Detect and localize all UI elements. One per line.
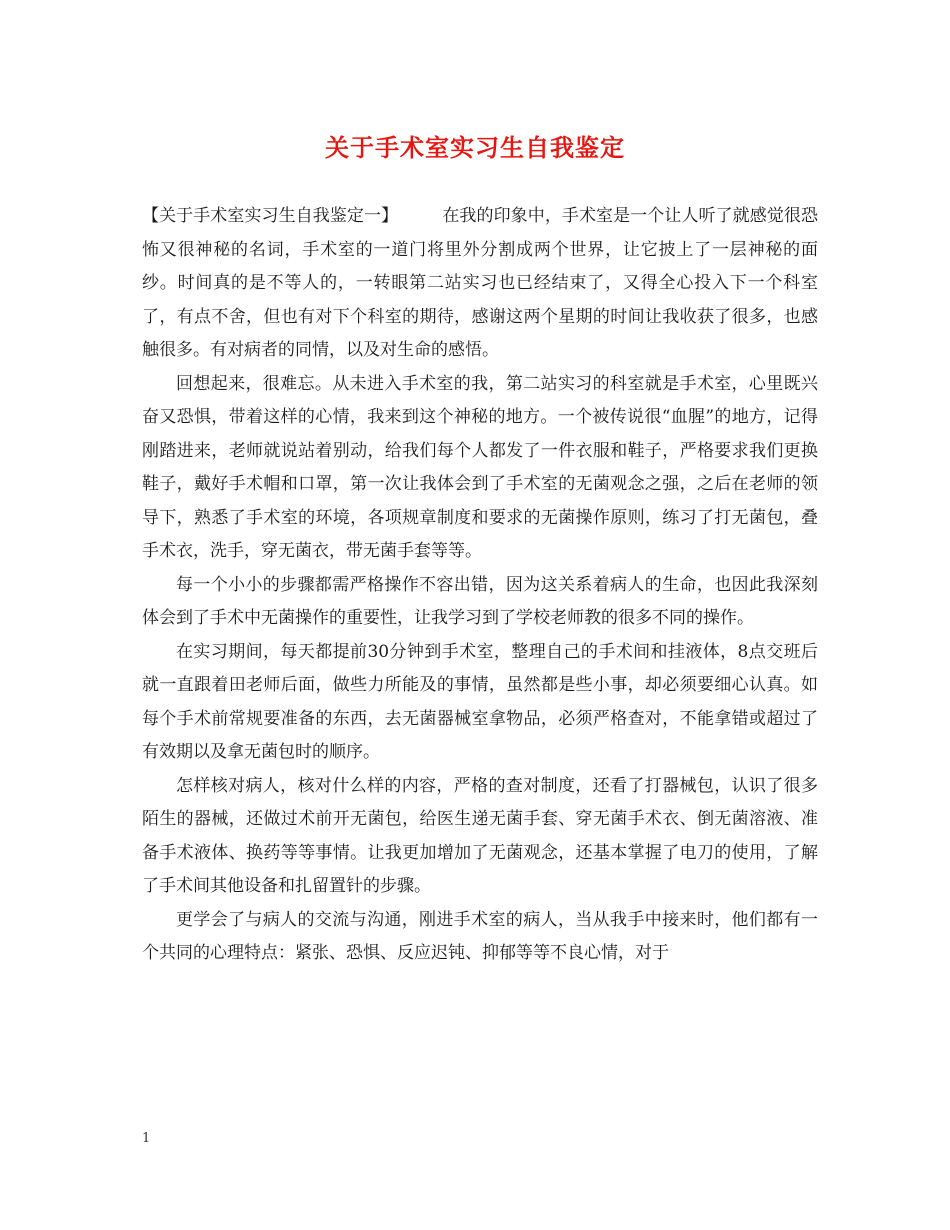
paragraph-2: 回想起来，很难忘。从未进入手术室的我，第二站实习的科室就是手术室，心里既兴奋又恐惧，带着这样的心情，我来到这个神秘的地方。一个被传说很“血腥”的地方，记得刚踏进来，老师就说站着别动，给我们每个人都发了一件衣服和鞋子，严格要求我们更换鞋子，戴好手术帽和口罩，第一次让我体会到了手术室的无菌观念之强，之后在老师的领导下，熟悉了手术室的环境，各项规章制度和要求的无菌操作原则，练习了打无菌包，叠手术衣，洗手，穿无菌衣，带无菌手套等等。 bbox=[142, 373, 818, 561]
section-heading: 【关于手术室实习生自我鉴定一】 bbox=[142, 206, 399, 226]
paragraph-3: 每一个小小的步骤都需严格操作不容出错，因为这关系着病人的生命，也因此我深刻体会到了手术中无菌操作的重要性，让我学习到了学校老师教的很多不同的操作。 bbox=[142, 574, 818, 628]
paragraph-1-text: 在我的印象中，手术室是一个让人听了就感觉很恐怖又很神秘的名词，手术室的一道门将里外分割成两个世界，让它披上了一层神秘的面纱。时间真的是不等人的，一转眼第二站实习也已经结束了，又得全心投入下一个科室了，有点不舍，但也有对下个科室的期待，感谢这两个星期的时间让我收获了很多，也感触很多。有对病者的同情，以及对生命的感悟。 bbox=[142, 206, 818, 360]
paragraph-6: 更学会了与病人的交流与沟通，刚进手术室的病人，当从我手中接来时，他们都有一个共同的心理特点：紧张、恐惧、反应迟钝、抑郁等等不良心情，对于 bbox=[142, 909, 818, 963]
document-title: 关于手术室实习生自我鉴定 bbox=[325, 133, 625, 162]
document-body bbox=[142, 200, 818, 971]
paragraph-5: 怎样核对病人，核对什么样的内容，严格的查对制度，还看了打器械包，认识了很多陌生的器械，还做过术前开无菌包，给医生递无菌手套、穿无菌手术衣、倒无菌溶液、准备手术液体、换药等等事情。让我更加增加了无菌观念，还基本掌握了电刀的使用，了解了手术间其他设备和扎留置针的步骤。 bbox=[142, 775, 818, 896]
paragraph-1 bbox=[142, 200, 818, 368]
page-number: 1 bbox=[142, 1131, 151, 1146]
paragraph-4: 在实习期间，每天都提前30分钟到手术室，整理自己的手术间和挂液体，8点交班后就一直跟着田老师后面，做些力所能及的事情，虽然都是些小事，却必须要细心认真。如每个手术前常规要准备的东西，去无菌器械室拿物品，必须严格查对，不能拿错或超过了有效期以及拿无菌包时的顺序。 bbox=[142, 641, 818, 762]
